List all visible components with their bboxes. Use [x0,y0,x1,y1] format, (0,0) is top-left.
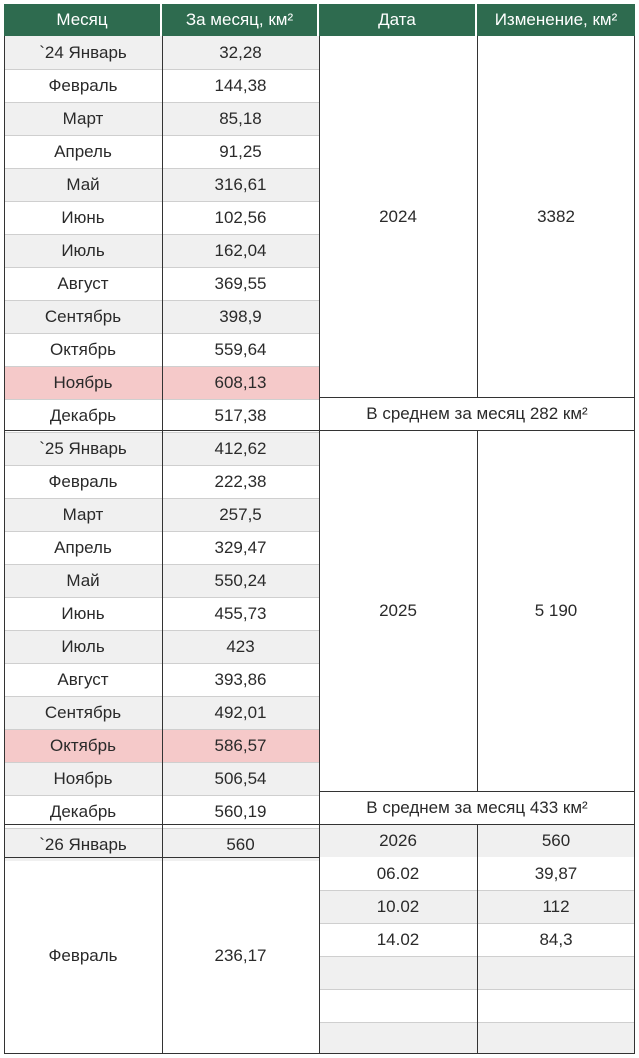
month-label: Апрель [54,537,112,557]
month-value: 398,9 [162,300,319,333]
summary-2025-average: В среднем за месяц 433 км² [366,797,588,817]
month-label: Май [4,564,162,597]
month-label: Декабрь [49,801,117,821]
month-value: 329,47 [214,537,267,557]
border [162,36,163,1054]
border [4,36,5,1054]
month-value: 162,04 [162,234,319,267]
daily-empty-cell [477,1022,635,1054]
month-label: Сентябрь [4,300,162,333]
month-value: 257,5 [162,498,319,531]
border [319,397,635,398]
summary-2025-year: 2025 [379,600,417,620]
month-value: 102,56 [214,207,267,227]
border [4,857,319,858]
month-label: Июнь [61,603,105,623]
month-value: 560 [162,828,319,861]
month-value: 550,24 [162,564,319,597]
month-value: 91,25 [219,141,262,161]
summary-2026-change: 560 [477,824,635,857]
month-label: Июнь [61,207,105,227]
border [477,36,478,397]
month-label: Ноябрь [4,366,162,399]
month-value: 506,54 [162,762,319,795]
daily-empty-cell [319,989,477,1022]
month-label: Март [4,498,162,531]
month-value: 560,19 [214,801,267,821]
month-value: 559,64 [214,339,267,359]
month-label: Август [57,669,109,689]
border [319,36,320,1054]
summary-2026-year: 2026 [319,824,477,857]
summary-2024-change: 3382 [537,206,575,226]
month-value: 144,38 [214,75,267,95]
month-label: Ноябрь [4,762,162,795]
month-label: Декабрь [49,405,117,425]
month-label: Апрель [54,141,112,161]
header-date: Дата [319,4,477,36]
daily-date: 06.02 [376,863,420,883]
month-label: Октябрь [4,729,162,762]
month-label: Октябрь [50,339,116,359]
border [4,824,635,825]
feb-2026-value: 236,17 [214,945,267,965]
month-value: 32,28 [162,36,319,69]
daily-change: 84,3 [539,929,573,949]
border [319,791,635,792]
month-label: Август [57,273,109,293]
feb-2026-label: Февраль [48,945,118,965]
summary-2024-year: 2024 [379,206,417,226]
month-label: Май [4,168,162,201]
month-label: Февраль [48,471,118,491]
month-label: `26 Январь [4,828,162,861]
month-value: 316,61 [162,168,319,201]
month-value: 85,18 [162,102,319,135]
daily-change: 112 [477,890,635,923]
border [4,1053,635,1054]
month-label: Февраль [48,75,118,95]
month-label: `24 Январь [4,36,162,69]
header-change: Изменение, км² [477,4,635,36]
month-value: 455,73 [214,603,267,623]
header-per-month: За месяц, км² [162,4,319,36]
month-value: 492,01 [162,696,319,729]
month-label: Июль [4,234,162,267]
daily-change: 39,87 [534,863,578,883]
daily-empty-cell [319,1022,477,1054]
daily-date: 10.02 [319,890,477,923]
border [477,824,478,1054]
month-value: 222,38 [214,471,267,491]
border [477,430,478,791]
daily-empty-cell [477,956,635,989]
month-label: Июль [4,630,162,663]
daily-empty-cell [319,956,477,989]
month-label: `25 Январь [4,432,162,465]
summary-2025-change: 5 190 [534,600,578,620]
daily-empty-cell [477,989,635,1022]
monthly-area-table [4,4,635,1054]
month-value: 412,62 [162,432,319,465]
month-label: Сентябрь [4,696,162,729]
daily-date: 14.02 [376,929,420,949]
summary-2024-average: В среднем за месяц 282 км² [366,403,588,423]
month-value: 586,57 [162,729,319,762]
month-label: Март [4,102,162,135]
month-value: 517,38 [214,405,267,425]
month-value: 393,86 [214,669,267,689]
month-value: 423 [162,630,319,663]
header-month: Месяц [4,4,162,36]
border [4,430,635,431]
month-value: 369,55 [214,273,267,293]
month-value: 608,13 [162,366,319,399]
border [634,36,635,1054]
